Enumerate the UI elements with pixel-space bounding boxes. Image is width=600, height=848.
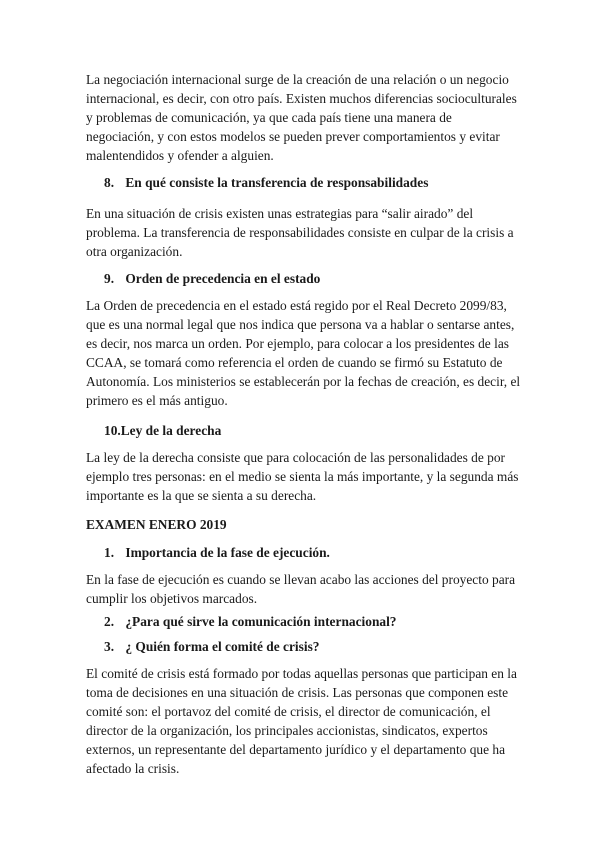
heading-e2 [104,612,524,631]
intro-paragraph: La negociación internacional surge de la creación de una relación o un negocio internacional, es decir, con otro país. Existen muchos diferencias socioculturales y problemas de comunicación, ya que cada país tiene una manera de negociación, y con estos modelos se pueden prever comportamientos y evitar malentendidos y ofender a alguien. [86,72,517,163]
heading-number: 1. [104,545,115,560]
heading-text: ¿ Quién forma el comité de crisis? [125,639,320,654]
heading-e1 [104,543,524,562]
heading-number: 8. [104,175,115,190]
heading-e3 [104,637,524,656]
exam-title: EXAMEN ENERO 2019 [86,517,227,532]
heading-q8 [104,173,524,192]
paragraph-q8: En una situación de crisis existen unas estrategias para “salir airado” del problema. La transferencia de responsabilidades consiste en culpar de la crisis a otra organización. [86,206,514,259]
heading-text: Importancia de la fase de ejecución. [125,545,330,560]
heading-q10 [104,421,524,440]
heading-q9 [104,269,524,288]
paragraph-e1: En la fase de ejecución es cuando se llevan acabo las acciones del proyecto para cumplir los objetivos marcados. [86,572,516,606]
heading-text: Orden de precedencia en el estado [125,271,321,286]
heading-number: 3. [104,639,115,654]
heading-number: 10. [104,423,121,438]
paragraph-e3: El comité de crisis está formado por todas aquellas personas que participan en la toma de decisiones en una situación de crisis. Las personas que componen este comité son: el portavoz del comité de crisis, el director de comunicación, el director de la organización, los principales accionistas, sindicatos, expertos externos, un representante del departamento jurídico y el departamento que ha afectado la crisis. [86,666,517,776]
paragraph-q10: La ley de la derecha consiste que para colocación de las personalidades de por ejemplo tres personas: en el medio se sienta la más importante, y la segunda más importante es la que se sienta a su derecha. [86,450,519,503]
heading-text: En qué consiste la transferencia de responsabilidades [125,175,429,190]
heading-text: Ley de la derecha [120,423,222,438]
heading-text: ¿Para qué sirve la comunicación internacional? [125,614,397,629]
heading-number: 2. [104,614,115,629]
heading-number: 9. [104,271,115,286]
paragraph-q9: La Orden de precedencia en el estado está regido por el Real Decreto 2099/83, que es una normal legal que nos indica que persona va a hablar o sentarse antes, es decir, nos marca un orden. Por ejemplo, para colocar a los presidentes de las CCAA, se tomará como referencia el orden de cuando se firmó su Estatuto de Autonomía. Los ministerios se establecerán por la fechas de creación, es decir, el primero es el más antiguo. [86,298,521,408]
